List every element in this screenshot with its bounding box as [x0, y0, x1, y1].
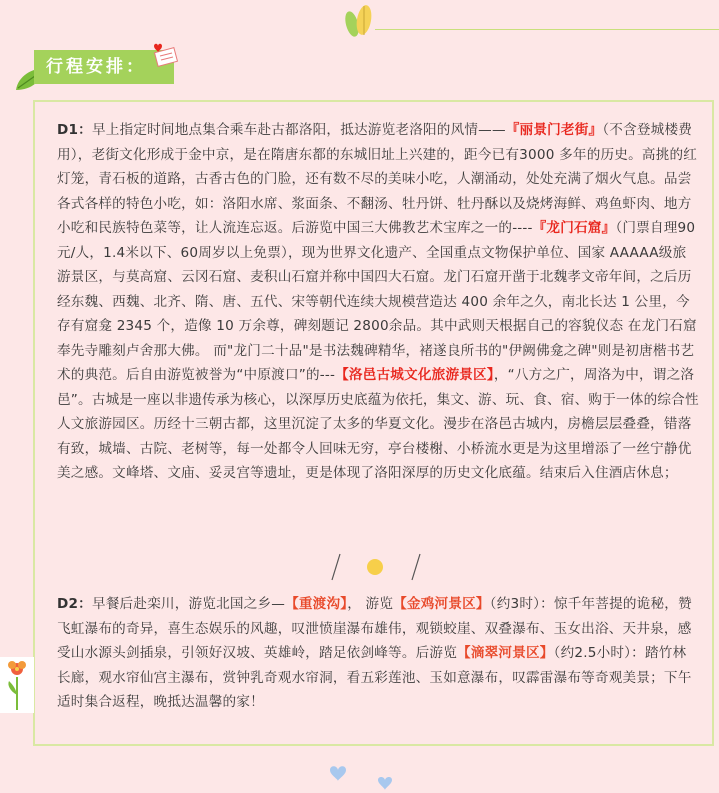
day2-text-3: （约3时）：惊千年菩提的诡秘，赞飞虹瀑布的奇异，喜生态娱乐的风趣，叹泄愤崖瀑布雄伟，观锁蛟崖、双叠瀑布、玉女出浴、天井泉，感受山水源头剑插泉，引领好汉坡、英雄岭，踏足依剑峰等。后游览 [57, 596, 692, 661]
day2-text-2: ， 游览 [347, 596, 394, 612]
day2-highlight-1: 【重渡沟】 [285, 596, 348, 612]
day2-label: D2： [57, 596, 92, 612]
day1-text-3: （门票自理90元/人，1.4米以下、60周岁以上免票），现为世界文化遗产、全国重点文物保护单位、国家 AAAAA级旅游景区，与莫高窟、云冈石窟、麦积山石窟并称中国四大石窟。龙门石窟开凿于北魏孝文帝年间，之后历经东魏、西魏、北齐、隋、唐、五代、宋等朝代连续大规模营造达 400 余年之久，南北长达 1 公里，今存有窟龛 2345 个，造像 10 万余尊，碑刻题记 2800余品。其中武则天根据自己的容貌仪态 在龙门石窟奉先寺雕刻卢舍那大佛。 而"龙门二十品"是书法魏碑精华，褚遂良所书的"伊阙佛龛之碑"则是初唐楷书艺术的典范。后自由游览被誉为“中原渡口”的--- [57, 220, 697, 383]
day2-text-4: （约2.5小时）：踏竹林长廊，观水帘仙宫主瀑布，赏钟乳奇观水帘洞，看五彩莲池、玉如意瀑布，叹霹雷瀑布等奇观美景；下午适时集合返程，晚抵达温馨的家！ [57, 645, 692, 710]
day2-text-1: 早餐后赴栾川，游览北国之乡— [91, 596, 286, 612]
day1-text-1: 早上指定时间地点集合乘车赴古都洛阳，抵达游览老洛阳的风情—— [91, 122, 506, 138]
day1-label: D1： [57, 122, 92, 138]
day2-highlight-2: 【金鸡河景区】 [393, 596, 490, 612]
day1-text-2: （不含登城楼费用），老街文化形成于金中京，是在隋唐东都的东城旧址上兴建的，距今已有3000 多年的历史。高挑的红灯笼，青石板的道路，古香古色的门脸，还有数不尽的美味小吃，人潮涌动，处处充满了烟火气息。品尝各式各样的特色小吃，如：洛阳水席、浆面条、不翻汤、牡丹饼、牡丹酥以及烧烤海鲜、鸡鱼虾肉、地方小吃和民族特色菜等，让人流连忘返。后游览中国三大佛教艺术宝库之一的---- [57, 122, 698, 236]
day1-highlight-2: 『龙门石窟』 [532, 220, 616, 236]
heart-card-icon [150, 42, 178, 68]
leaf-decor-icon [340, 0, 380, 40]
flower-icon [0, 655, 34, 713]
top-divider-line [375, 29, 719, 30]
slash-dot-divider-icon [320, 550, 430, 584]
day2-paragraph [57, 592, 699, 715]
day1-text-4: ，“八方之广，周洛为中，谓之洛邑”。古城是一座以非遗传承为核心，以深厚历史底蕴为依托，集文、游、玩、食、宿、购于一体的综合性人文旅游园区。历经十三朝古都，这里沉淀了太多的华夏文化。漫步在洛邑古城内，房檐层层叠叠，错落有致，城墙、古院、老树等，每一处都令人回味无穷，亭台楼榭、小桥流水更是为这里增添了一丝宁静优美之感。文峰塔、文庙、妥灵宫等遗址，更是体现了洛阳深厚的历史文化底蕴。结束后入住酒店休息； [57, 367, 699, 481]
section-title: 行程安排： [34, 50, 174, 84]
day1-highlight-3: 【洛邑古城文化旅游景区】 [335, 367, 494, 383]
day1-highlight-1: 『丽景门老街』 [505, 122, 603, 138]
day2-highlight-3: 【滴翠河景区】 [457, 645, 554, 661]
blue-heart-icon [325, 762, 400, 793]
day1-paragraph [57, 118, 699, 486]
